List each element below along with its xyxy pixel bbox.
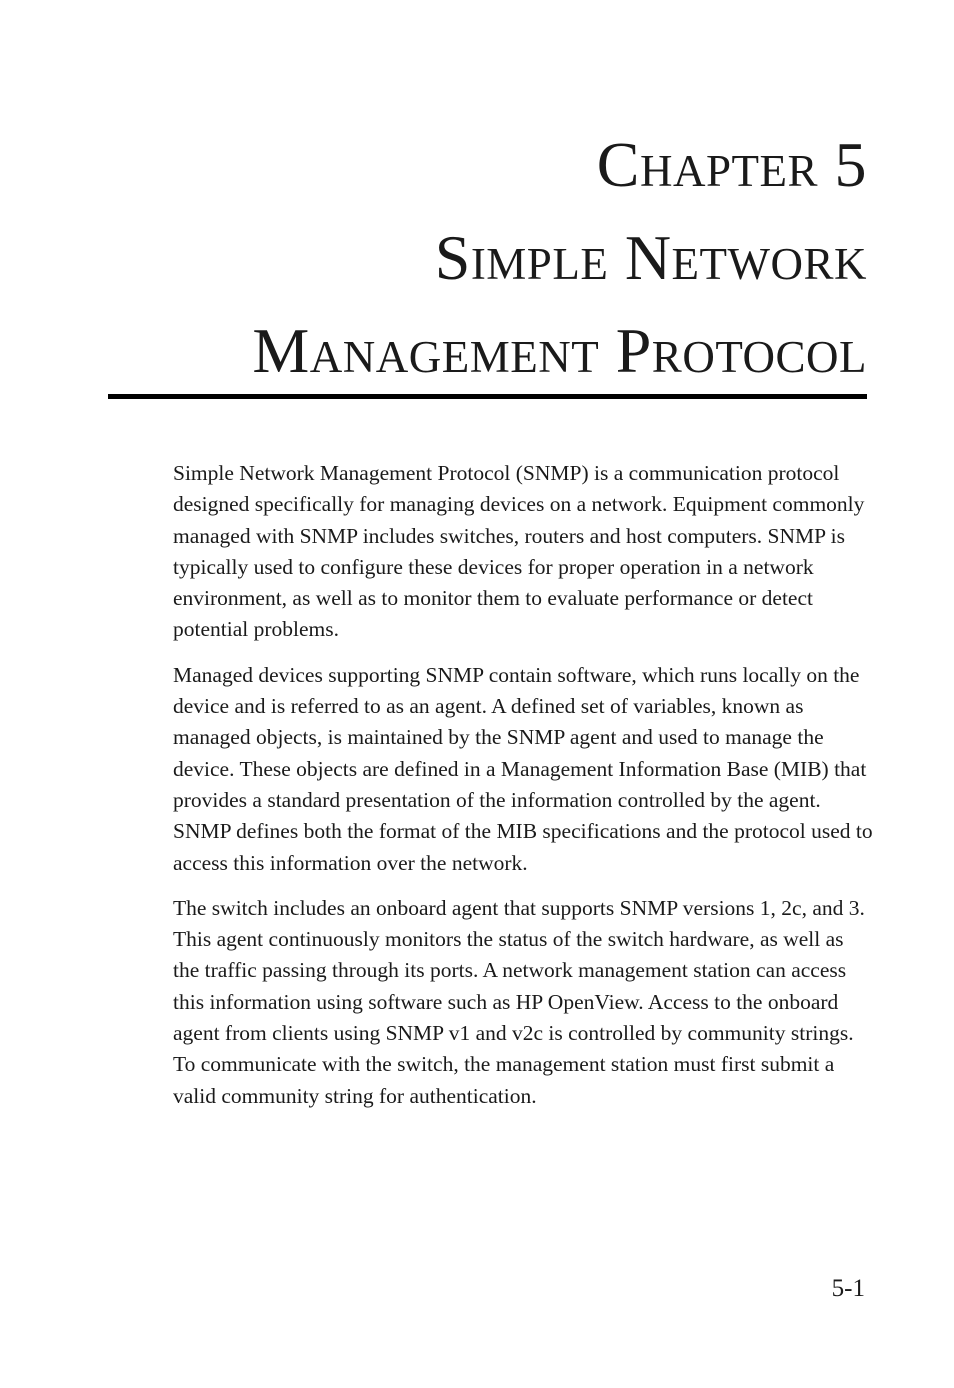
chapter-heading xyxy=(87,118,867,397)
page-number: 5-1 xyxy=(831,1275,865,1302)
paragraph-managed-devices: Managed devices supporting SNMP contain software, which runs locally on the device and is referred to as an agent. A defined set of variables, known as managed objects, is maintained by the SNMP agent and used to manage the device. These objects are defined in a Management Information Base (MIB) that provides a standard presentation of the information controlled by the agent. SNMP defines both the format of the MIB specifications and the protocol used to access this information over the network. xyxy=(173,662,873,875)
body-text xyxy=(173,458,873,1126)
chapter-title-line-2: Management Protocol xyxy=(252,315,867,386)
chapter-number: Chapter 5 xyxy=(596,129,867,200)
heading-divider xyxy=(108,394,867,399)
chapter-title-line-1: Simple Network xyxy=(434,222,867,293)
paragraph-onboard-agent: The switch includes an onboard agent that supports SNMP versions 1, 2c, and 3. This agent continuously monitors the status of the switch hardware, as well as the traffic passing through its ports. A network management station can access this information using software such as HP OpenView. Access to the onboard agent from clients using SNMP v1 and v2c is controlled by community strings. To communicate with the switch, the management station must first submit a valid community string for authentication. xyxy=(173,895,865,1108)
paragraph-intro: Simple Network Management Protocol (SNMP) is a communication protocol designed specifically for managing devices on a network. Equipment commonly managed with SNMP includes switches, routers and host computers. SNMP is typically used to configure these devices for proper operation in a network environment, as well as to monitor them to evaluate performance or detect potential problems. xyxy=(173,461,865,642)
